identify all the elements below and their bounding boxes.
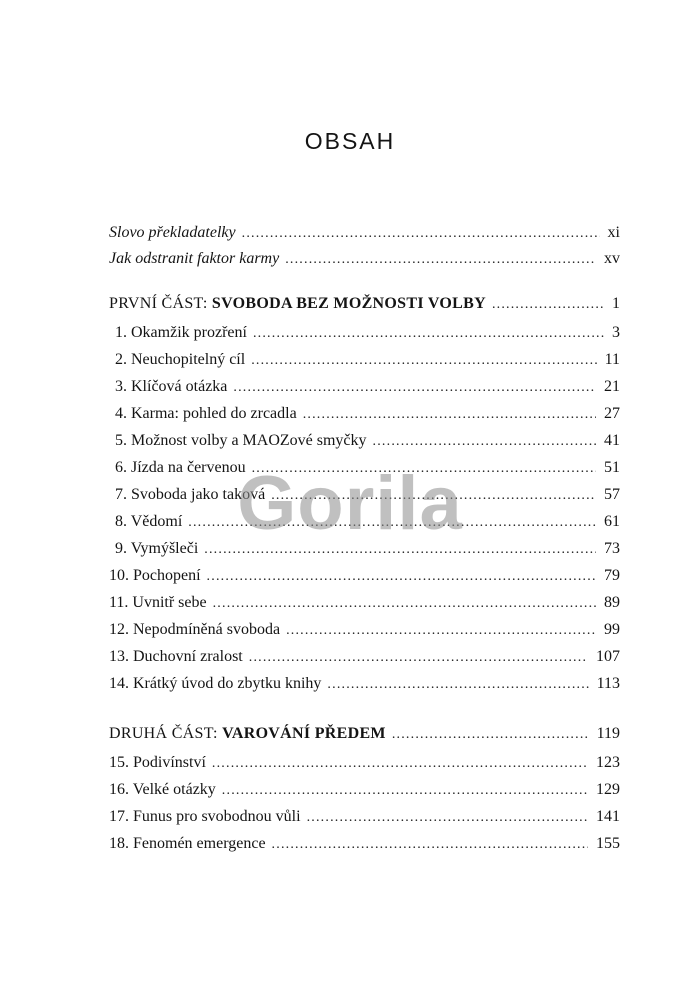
toc-entry-label: 4. Karma: pohled do zrcadla <box>115 405 297 422</box>
toc-entry-label: 9. Vymýšleči <box>115 540 199 557</box>
toc-chapter <box>109 455 620 481</box>
part-prefix: DRUHÁ ČÁST: <box>109 725 218 742</box>
toc-entry-page: 99 <box>604 621 620 638</box>
toc-chapter <box>109 374 620 400</box>
dot-leader <box>249 645 588 671</box>
toc-chapter <box>109 644 620 670</box>
toc-entry-label: 11. Uvnitř sebe <box>109 594 207 611</box>
dot-leader <box>492 292 604 318</box>
dot-leader <box>271 483 596 509</box>
toc-entry-page: 1 <box>612 295 620 312</box>
toc-entry-page: 41 <box>604 432 620 449</box>
toc-entry-label: 16. Velké otázky <box>109 781 216 798</box>
dot-leader <box>251 348 596 374</box>
toc-entry-label: 1. Okamžik prozření <box>115 324 247 341</box>
toc-entry-page: 21 <box>604 378 620 395</box>
toc-entry-label: 12. Nepodmíněná svoboda <box>109 621 281 638</box>
toc-part-heading <box>109 291 620 317</box>
toc-chapter <box>109 509 620 535</box>
dot-leader <box>373 429 596 455</box>
toc-entry-page: 155 <box>596 835 620 852</box>
dot-leader <box>272 832 588 858</box>
toc-entry-page: 141 <box>596 808 620 825</box>
toc-chapter <box>109 563 620 589</box>
toc-entry-page: 57 <box>604 486 620 503</box>
watermark-logo: Gorila <box>237 461 463 546</box>
toc-entry-label: 18. Fenomén emergence <box>109 835 266 852</box>
toc-entry-page: xi <box>607 224 620 241</box>
toc-entry-label: 17. Funus pro svobodnou vůli <box>109 808 301 825</box>
toc-entry-label: 6. Jízda na červenou <box>115 459 246 476</box>
toc-entry-label: Slovo překladatelky <box>109 224 236 241</box>
dot-leader <box>222 778 588 804</box>
toc-chapter <box>109 347 620 373</box>
toc-entry-label: 14. Krátký úvod do zbytku knihy <box>109 675 322 692</box>
dot-leader <box>286 618 596 644</box>
toc-entry-front <box>109 220 620 246</box>
toc-entry-page: 51 <box>604 459 620 476</box>
dot-leader <box>327 672 588 698</box>
toc-chapter <box>109 482 620 508</box>
toc-entry-label: 10. Pochopení <box>109 567 201 584</box>
toc-entry-page: 73 <box>604 540 620 557</box>
dot-leader <box>303 402 596 428</box>
toc-entry-label: 5. Možnost volby a MAOZové smyčky <box>115 432 367 449</box>
toc-entry-page: 107 <box>596 648 620 665</box>
toc-chapter <box>109 804 620 830</box>
toc-entry-page: 119 <box>596 725 620 742</box>
dot-leader <box>307 805 588 831</box>
toc-chapter <box>109 617 620 643</box>
toc-entry-label: 13. Duchovní zralost <box>109 648 243 665</box>
toc-chapter <box>109 401 620 427</box>
toc-entry-label: 2. Neuchopitelný cíl <box>115 351 246 368</box>
dot-leader <box>253 321 604 347</box>
dot-leader <box>242 221 600 247</box>
dot-leader <box>212 751 588 777</box>
dot-leader <box>207 564 596 590</box>
part-title: SVOBODA BEZ MOŽNOSTI VOLBY <box>211 295 486 312</box>
toc-entry-label: Jak odstranit faktor karmy <box>109 250 280 267</box>
part-prefix: PRVNÍ ČÁST: <box>109 295 208 312</box>
toc-chapter <box>109 750 620 776</box>
toc-entry-page: 61 <box>604 513 620 530</box>
toc-entry-page: 3 <box>612 324 620 341</box>
page-title: OBSAH <box>304 128 396 154</box>
toc-chapter <box>109 831 620 857</box>
dot-leader <box>252 456 596 482</box>
toc-entry-label: 3. Klíčová otázka <box>115 378 228 395</box>
toc-entry-page: 11 <box>604 351 620 368</box>
toc-chapter <box>109 428 620 454</box>
toc-entry-page: 129 <box>596 781 620 798</box>
toc-entry-label: 7. Svoboda jako taková <box>115 486 266 503</box>
toc-entry-page: 27 <box>604 405 620 422</box>
toc-entry-front <box>109 246 620 272</box>
dot-leader <box>188 510 596 536</box>
toc-chapter <box>109 590 620 616</box>
toc-entry-label: 8. Vědomí <box>115 513 183 530</box>
toc-entry-label: 15. Podivínství <box>109 754 206 771</box>
toc-entry-page: 123 <box>596 754 620 771</box>
toc-chapter <box>109 320 620 346</box>
dot-leader <box>392 722 589 748</box>
toc-entry-page: 113 <box>596 675 620 692</box>
toc-entry-page: 89 <box>604 594 620 611</box>
toc-chapter <box>109 671 620 697</box>
dot-leader <box>233 375 596 401</box>
toc-chapter <box>109 536 620 562</box>
dot-leader <box>285 247 596 273</box>
toc-entry-page: xv <box>604 250 620 267</box>
part-title: VAROVÁNÍ PŘEDEM <box>222 725 386 742</box>
toc-part-heading <box>109 721 620 747</box>
dot-leader <box>204 537 596 563</box>
toc-entry-page: 79 <box>604 567 620 584</box>
toc-chapter <box>109 777 620 803</box>
dot-leader <box>213 591 596 617</box>
